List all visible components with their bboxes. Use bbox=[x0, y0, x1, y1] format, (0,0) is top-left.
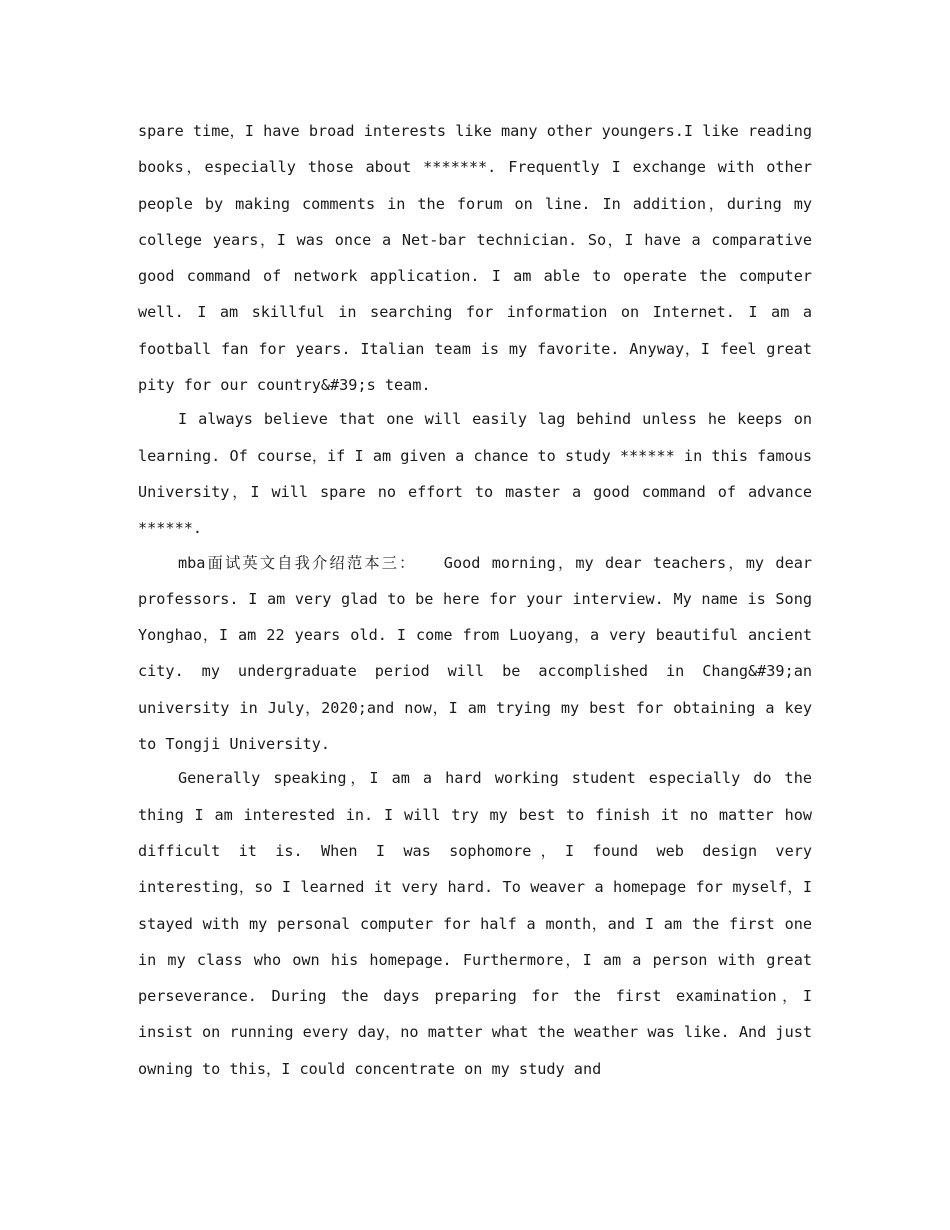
paragraph-interests: spare time，I have broad interests like many other youngers.I like reading books，especially those about *******. Frequently I exchange with other people by making comments in the forum on line. In addition，during my college years，I was once a Net-bar technician. So，I have a comparative good command of network application. I am able to operate the computer well. I am skillful in searching for information on Internet. I am a football fan for years. Italian team is my favorite. Anyway，I feel great pity for our country&#39;s team. bbox=[138, 122, 812, 395]
paragraph-hard-working: Generally speaking，I am a hard working student especially do the thing I am interested in. I will try my best to finish it no matter how difficult it is. When I was sophomore，I found web design very interesting，so I learned it very hard. To weaver a homepage for myself，I stayed with my personal computer for half a month，and I am the first one in my class who own his homepage. Furthermore，I am a person with great perseverance. During the days preparing for the first examination，I insist on running every day，no matter what the weather was like. And just owning to this，I could concentrate on my study and bbox=[138, 769, 812, 1078]
document-page bbox=[138, 113, 812, 1087]
paragraph-sample-three: mba面试英文自我介绍范本三： Good morning，my dear teachers，my dear professors. I am very glad to be here for your interview. My name is Song Yonghao，I am 22 years old. I come from Luoyang，a very beautiful ancient city. my undergraduate period will be accomplished in Chang&#39;an university in July，2020;and now，I am trying my best for obtaining a key to Tongji University. bbox=[138, 553, 812, 754]
paragraph-learning: I always believe that one will easily lag behind unless he keeps on learning. Of course，if I am given a chance to study ****** in this famous University，I will spare no effort to master a good command of advance ******. bbox=[138, 410, 812, 538]
